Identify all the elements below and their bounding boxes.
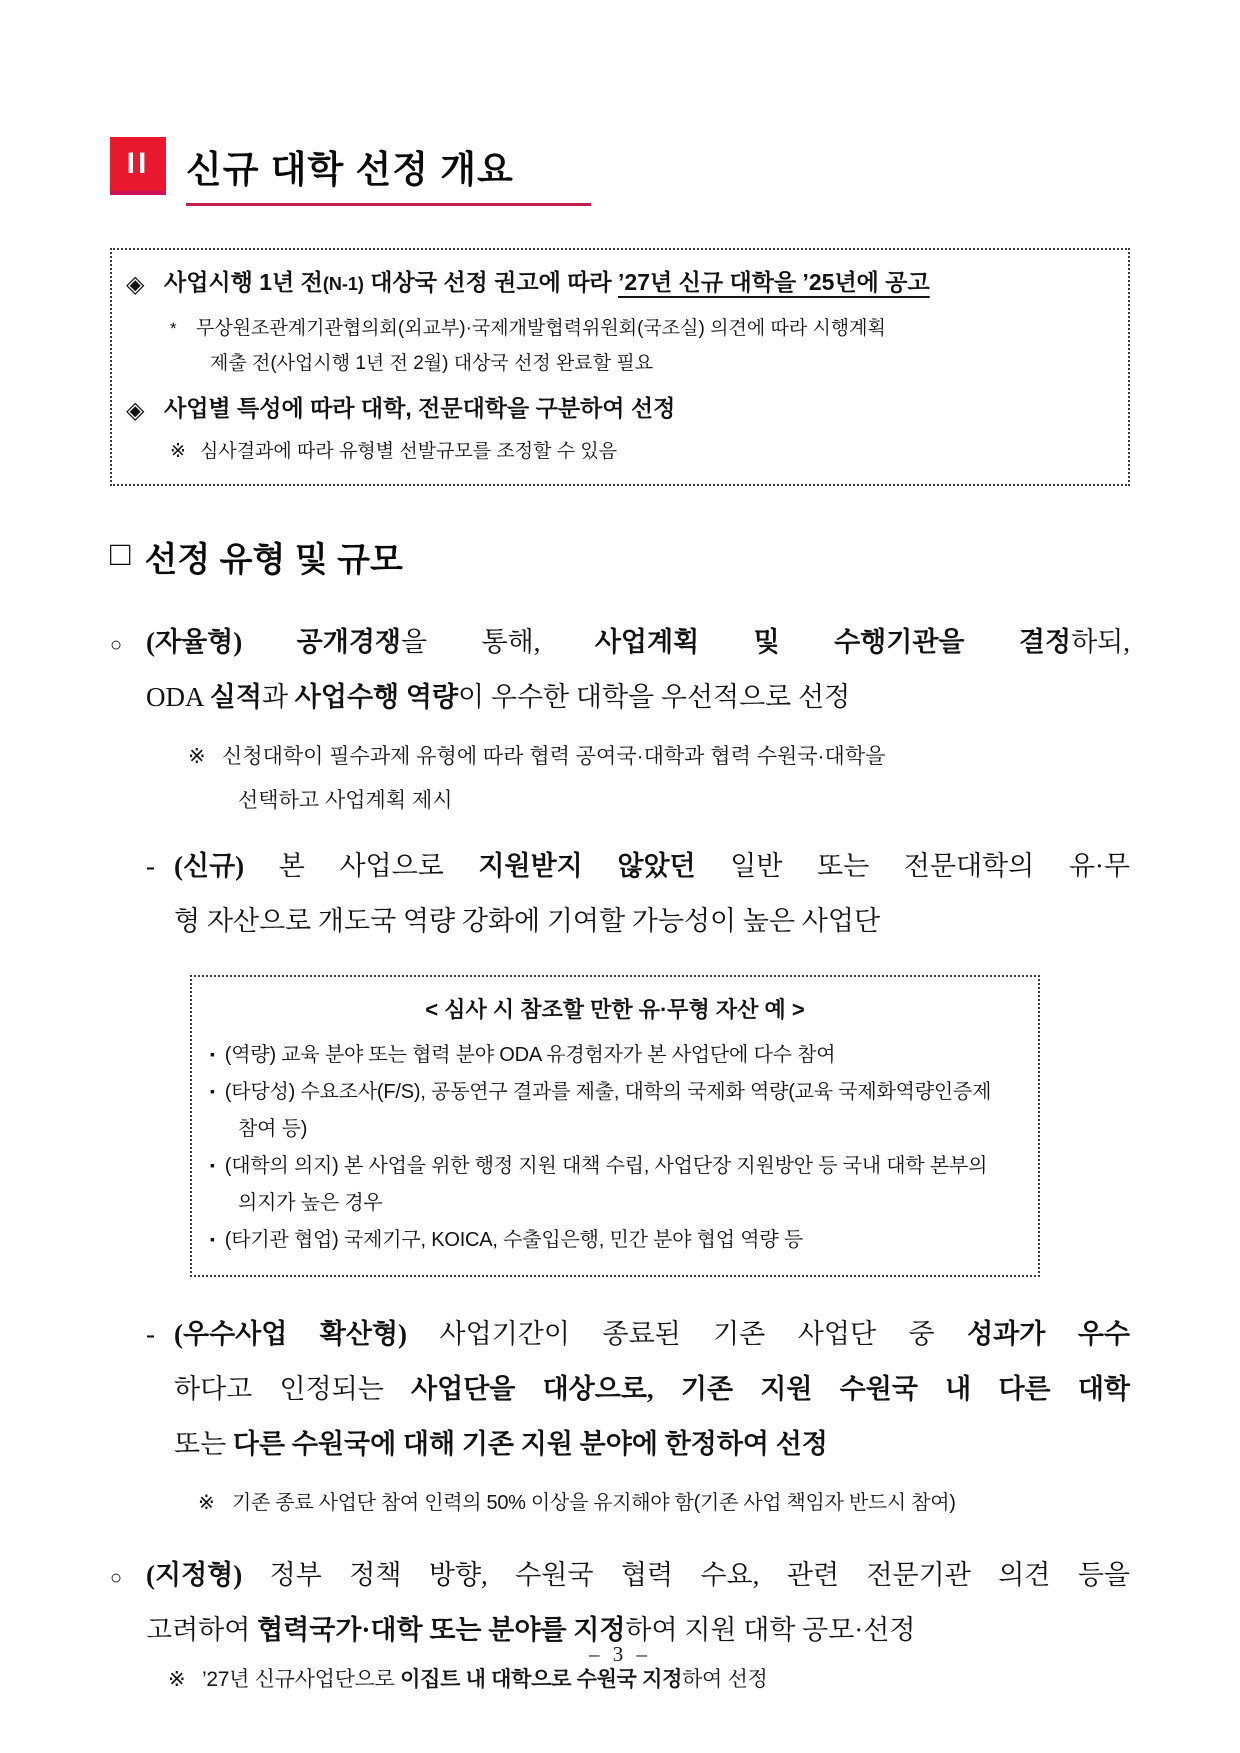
square-bullet-icon: □ [110, 534, 131, 573]
overview-item-1-underlined: ’27년 신규 대학을 ’25년에 공고 [618, 269, 930, 295]
bold-segment: (신규) [174, 851, 245, 882]
asset-example-box [190, 975, 1040, 1276]
text-line [174, 1307, 1130, 1362]
segment: ODA [146, 681, 210, 712]
section-number-label: II [126, 147, 150, 180]
bold-segment: 성과가 우수 [967, 1318, 1130, 1349]
note-line: 제출 전(사업시행 1년 전 2월) 대상국 선정 완료할 필요 [210, 353, 654, 375]
asset-item [210, 1148, 1020, 1222]
segment: 고려하여 [146, 1614, 258, 1645]
segment: 하여 지원 대학 공모·선정 [625, 1614, 916, 1645]
asset-box-title: < 심사 시 참조할 만한 유·무형 자산 예 > [425, 997, 805, 1023]
page-number: – 3 – [589, 1642, 651, 1666]
bold-segment: 사업계획 및 수행기관을 결정 [594, 626, 1072, 657]
text-line [174, 1417, 1130, 1472]
square-small-bullet-icon: ▪ [210, 1156, 215, 1173]
segment: 또는 [174, 1428, 233, 1459]
overview-item-2-note [170, 436, 1110, 468]
asset-item-text: (대학의 의지) 본 사업을 위한 행정 지원 대책 수립, 사업단장 지원방안 등 국내 대학 본부의 의지가 높은 경우 [224, 1154, 988, 1214]
text-line: 형 자산으로 개도국 역량 강화에 기여할 가능성이 높은 사업단 [174, 906, 881, 937]
bold-segment: 협력국가·대학 또는 분야를 지정 [257, 1614, 626, 1645]
bold-segment: 사업단을 대상으로, 기존 지원 수원국 내 다른 대학 [411, 1373, 1131, 1404]
text-line [174, 839, 1130, 894]
bold-segment: (우수사업 확산형) [174, 1318, 408, 1349]
subsection-title-label: 선정 유형 및 규모 [144, 540, 403, 579]
paragraph-new-text [174, 839, 1130, 949]
reference-mark: ※ [170, 440, 186, 462]
note-expansion-text: 기존 종료 사업단 참여 인력의 50% 이상을 유지해야 함(기존 사업 책임자 반드시 참여) [232, 1491, 956, 1514]
overview-item-2-text: 사업별 특성에 따라 대학, 전문대학을 구분하여 선정 [164, 395, 676, 422]
dash-bullet-icon: - [146, 851, 155, 882]
asset-item [210, 1222, 1020, 1259]
bold-segment: 사업수행 역량 [294, 681, 459, 712]
segment: 일반 또는 전문대학의 유·무 [695, 851, 1130, 882]
reference-mark: ※ [188, 744, 206, 768]
bold-segment: (자율형) [146, 626, 243, 657]
asset-item [210, 1074, 1020, 1148]
circle-bullet-icon: ○ [110, 1566, 123, 1589]
reference-mark: ※ [168, 1667, 186, 1691]
note-expansion [198, 1484, 1130, 1522]
asterisk-mark: * [170, 319, 177, 339]
note-autonomy [188, 735, 1130, 823]
paragraph-autonomy-text [146, 615, 1130, 725]
bold-segment: 지원받지 않았던 [478, 851, 696, 882]
segment [242, 627, 296, 657]
overview-item-2 [126, 391, 1110, 429]
paragraph-expansion-text [174, 1307, 1130, 1472]
overview-item-1-text [164, 265, 930, 301]
overview-item-1-mid: 대상국 선정 권고에 따라 [363, 269, 619, 295]
page-title-wrap [186, 137, 591, 206]
bold-segment: 다른 수원국에 대해 기존 지원 분야에 한정하여 선정 [232, 1428, 828, 1459]
segment: 본 사업으로 [244, 851, 479, 882]
segment: 과 [261, 681, 295, 712]
segment: ’27년 신규사업단으로 [202, 1667, 401, 1691]
segment: 하여 선정 [682, 1667, 768, 1691]
dash-bullet-icon: - [146, 1318, 155, 1349]
asset-item-text: (타기관 협업) 국제기구, KOICA, 수출입은행, 민간 분야 협업 역량 등 [224, 1228, 803, 1251]
text-line [146, 615, 1130, 670]
paragraph-autonomy-type [110, 615, 1130, 725]
bold-segment: 이집트 내 대학으로 수원국 지정 [400, 1667, 683, 1691]
text-line [146, 1548, 1130, 1603]
overview-item-2-note-text: 심사결과에 따라 유형별 선발규모를 조정할 수 있음 [200, 440, 618, 462]
section-header [110, 137, 1130, 206]
asset-item [210, 1037, 1020, 1074]
diamond-bullet-icon: ◈ [126, 271, 145, 298]
section-number-badge [110, 137, 166, 195]
text-line [146, 670, 1130, 725]
paragraph-expansion-type [110, 1307, 1130, 1472]
diamond-bullet-icon: ◈ [126, 397, 145, 425]
segment: 을 통해, [400, 626, 595, 657]
overview-box [110, 248, 1130, 486]
note-autonomy-text [222, 735, 885, 823]
segment: 하되, [1071, 626, 1130, 657]
segment: 사업기간이 종료된 기존 사업단 중 [407, 1318, 968, 1349]
square-small-bullet-icon: ▪ [210, 1045, 215, 1062]
bold-segment: (지정형) [146, 1559, 243, 1590]
bold-segment: 실적 [209, 681, 262, 712]
segment: 이 우수한 대학을 우선적으로 선정 [458, 681, 851, 712]
paragraph-new-type [110, 839, 1130, 949]
overview-item-1-note [170, 311, 1110, 381]
square-small-bullet-icon: ▪ [210, 1082, 215, 1099]
subsection-title [110, 532, 1130, 581]
note-line: 선택하고 사업계획 제시 [238, 789, 453, 813]
circle-bullet-icon: ○ [110, 633, 123, 656]
segment: 정부 정책 방향, 수원국 협력 수요, 관련 전문기관 의견 등을 [242, 1559, 1130, 1590]
asset-item-text: (타당성) 수요조사(F/S), 공동연구 결과를 제출, 대학의 국제화 역량(교육 국제화역량인증제 참여 등) [224, 1080, 992, 1140]
note-line: 무상원조관계기관협의회(외교부)·국제개발협력위원회(국조실) 의견에 따라 시행계획 [196, 318, 886, 340]
asset-item-text: (역량) 교육 분야 또는 협력 분야 ODA 유경험자가 본 사업단에 다수 참여 [224, 1043, 836, 1066]
note-line: 신청대학이 필수과제 유형에 따라 협력 공여국·대학과 협력 수원국·대학을 [222, 744, 886, 768]
bold-segment: 공개경쟁 [296, 626, 401, 657]
page-title: 신규 대학 선정 개요 [186, 139, 591, 206]
overview-item-1-pre: 사업시행 1년 전 [164, 269, 323, 295]
overview-item-1-paren: (N-1) [322, 274, 364, 294]
square-small-bullet-icon: ▪ [210, 1230, 215, 1247]
text-line [174, 1362, 1130, 1417]
overview-item-1 [126, 265, 1110, 303]
overview-item-1-note-text [196, 311, 886, 381]
segment: 하다고 인정되는 [174, 1373, 412, 1404]
reference-mark: ※ [198, 1491, 215, 1514]
